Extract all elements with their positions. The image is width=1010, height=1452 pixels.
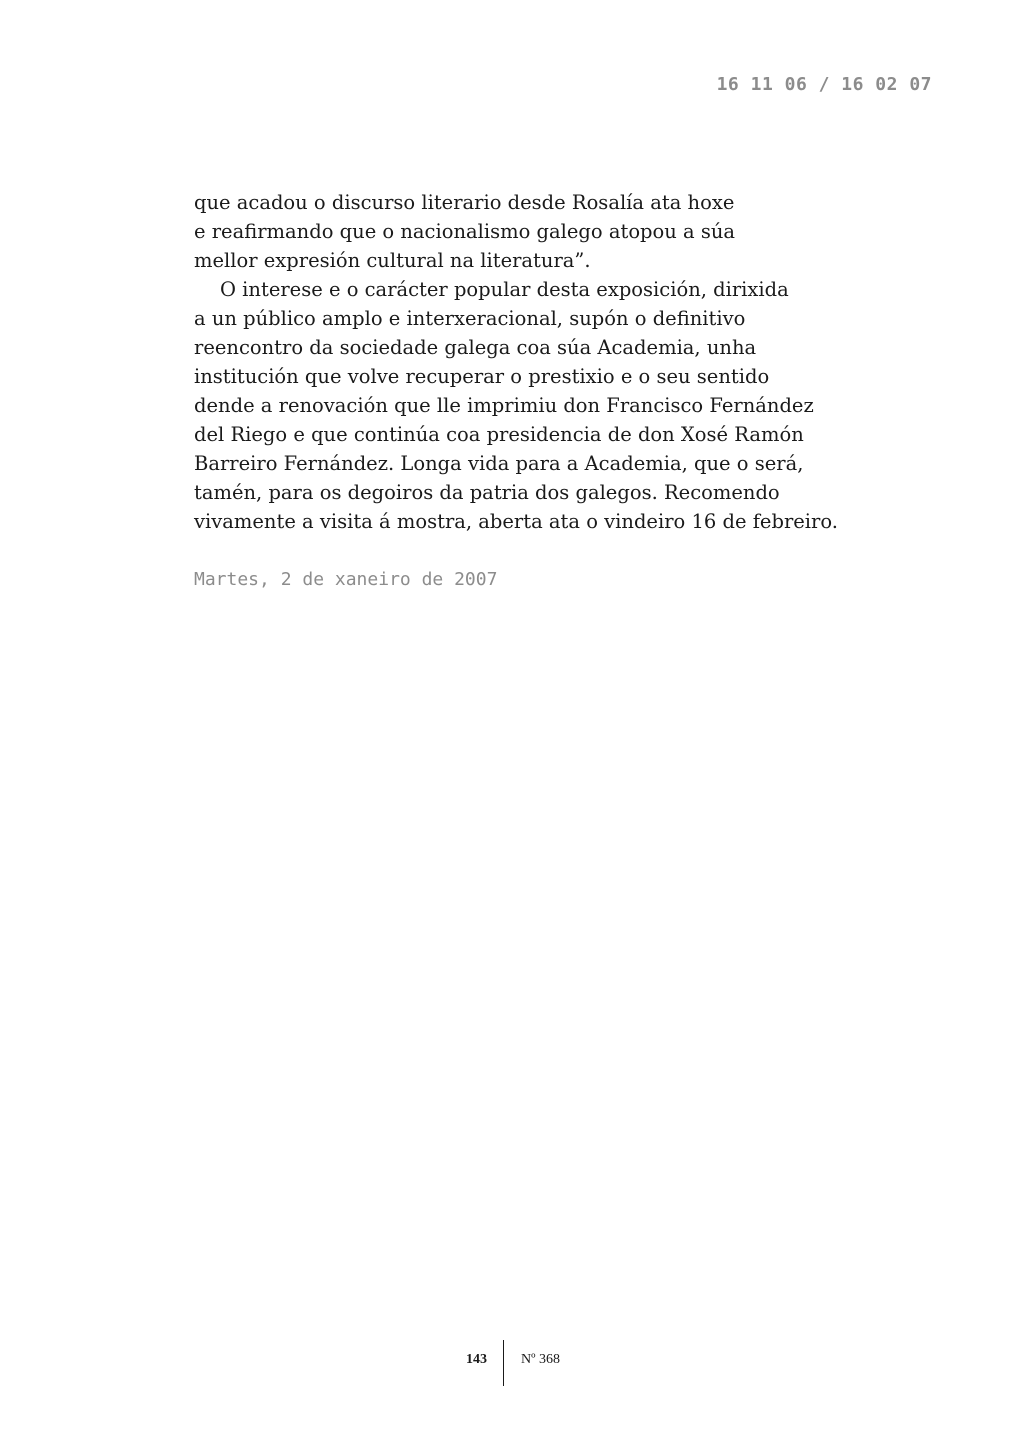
body-line: e reafirmando que o nacionalismo galego atopou a súa: [194, 220, 736, 243]
body-line: vivamente a visita á mostra, aberta ata o vindeiro 16 de febreiro.: [194, 510, 838, 533]
issue-number: Nº 368: [521, 1352, 560, 1367]
body-line: mellor expresión cultural na literatura”.: [194, 249, 591, 272]
body-line: a un público amplo e interxeracional, supón o definitivo: [194, 307, 746, 330]
signature-date: Martes, 2 de xaneiro de 2007: [194, 569, 498, 590]
body-line: institución que volve recuperar o prestixio e o seu sentido: [194, 365, 770, 388]
body-line: dende a renovación que lle imprimiu don Francisco Fernández: [194, 394, 814, 417]
footer-divider: [503, 1340, 504, 1386]
body-line: que acadou o discurso literario desde Rosalía ata hoxe: [194, 191, 735, 214]
body-line: Barreiro Fernández. Longa vida para a Academia, que o será,: [194, 452, 804, 475]
body-paragraph-start: O interese e o carácter popular desta exposición, dirixida: [220, 278, 789, 301]
body-line: tamén, para os degoiros da patria dos galegos. Recomendo: [194, 481, 780, 504]
body-line: del Riego e que continúa coa presidencia de don Xosé Ramón: [194, 423, 804, 446]
header-date-range: 16 11 06 / 16 02 07: [716, 74, 932, 95]
page-footer: [0, 1340, 1010, 1386]
article-body: [194, 188, 854, 536]
page-number: 143: [466, 1352, 487, 1367]
body-line: reencontro da sociedade galega coa súa Academia, unha: [194, 336, 757, 359]
